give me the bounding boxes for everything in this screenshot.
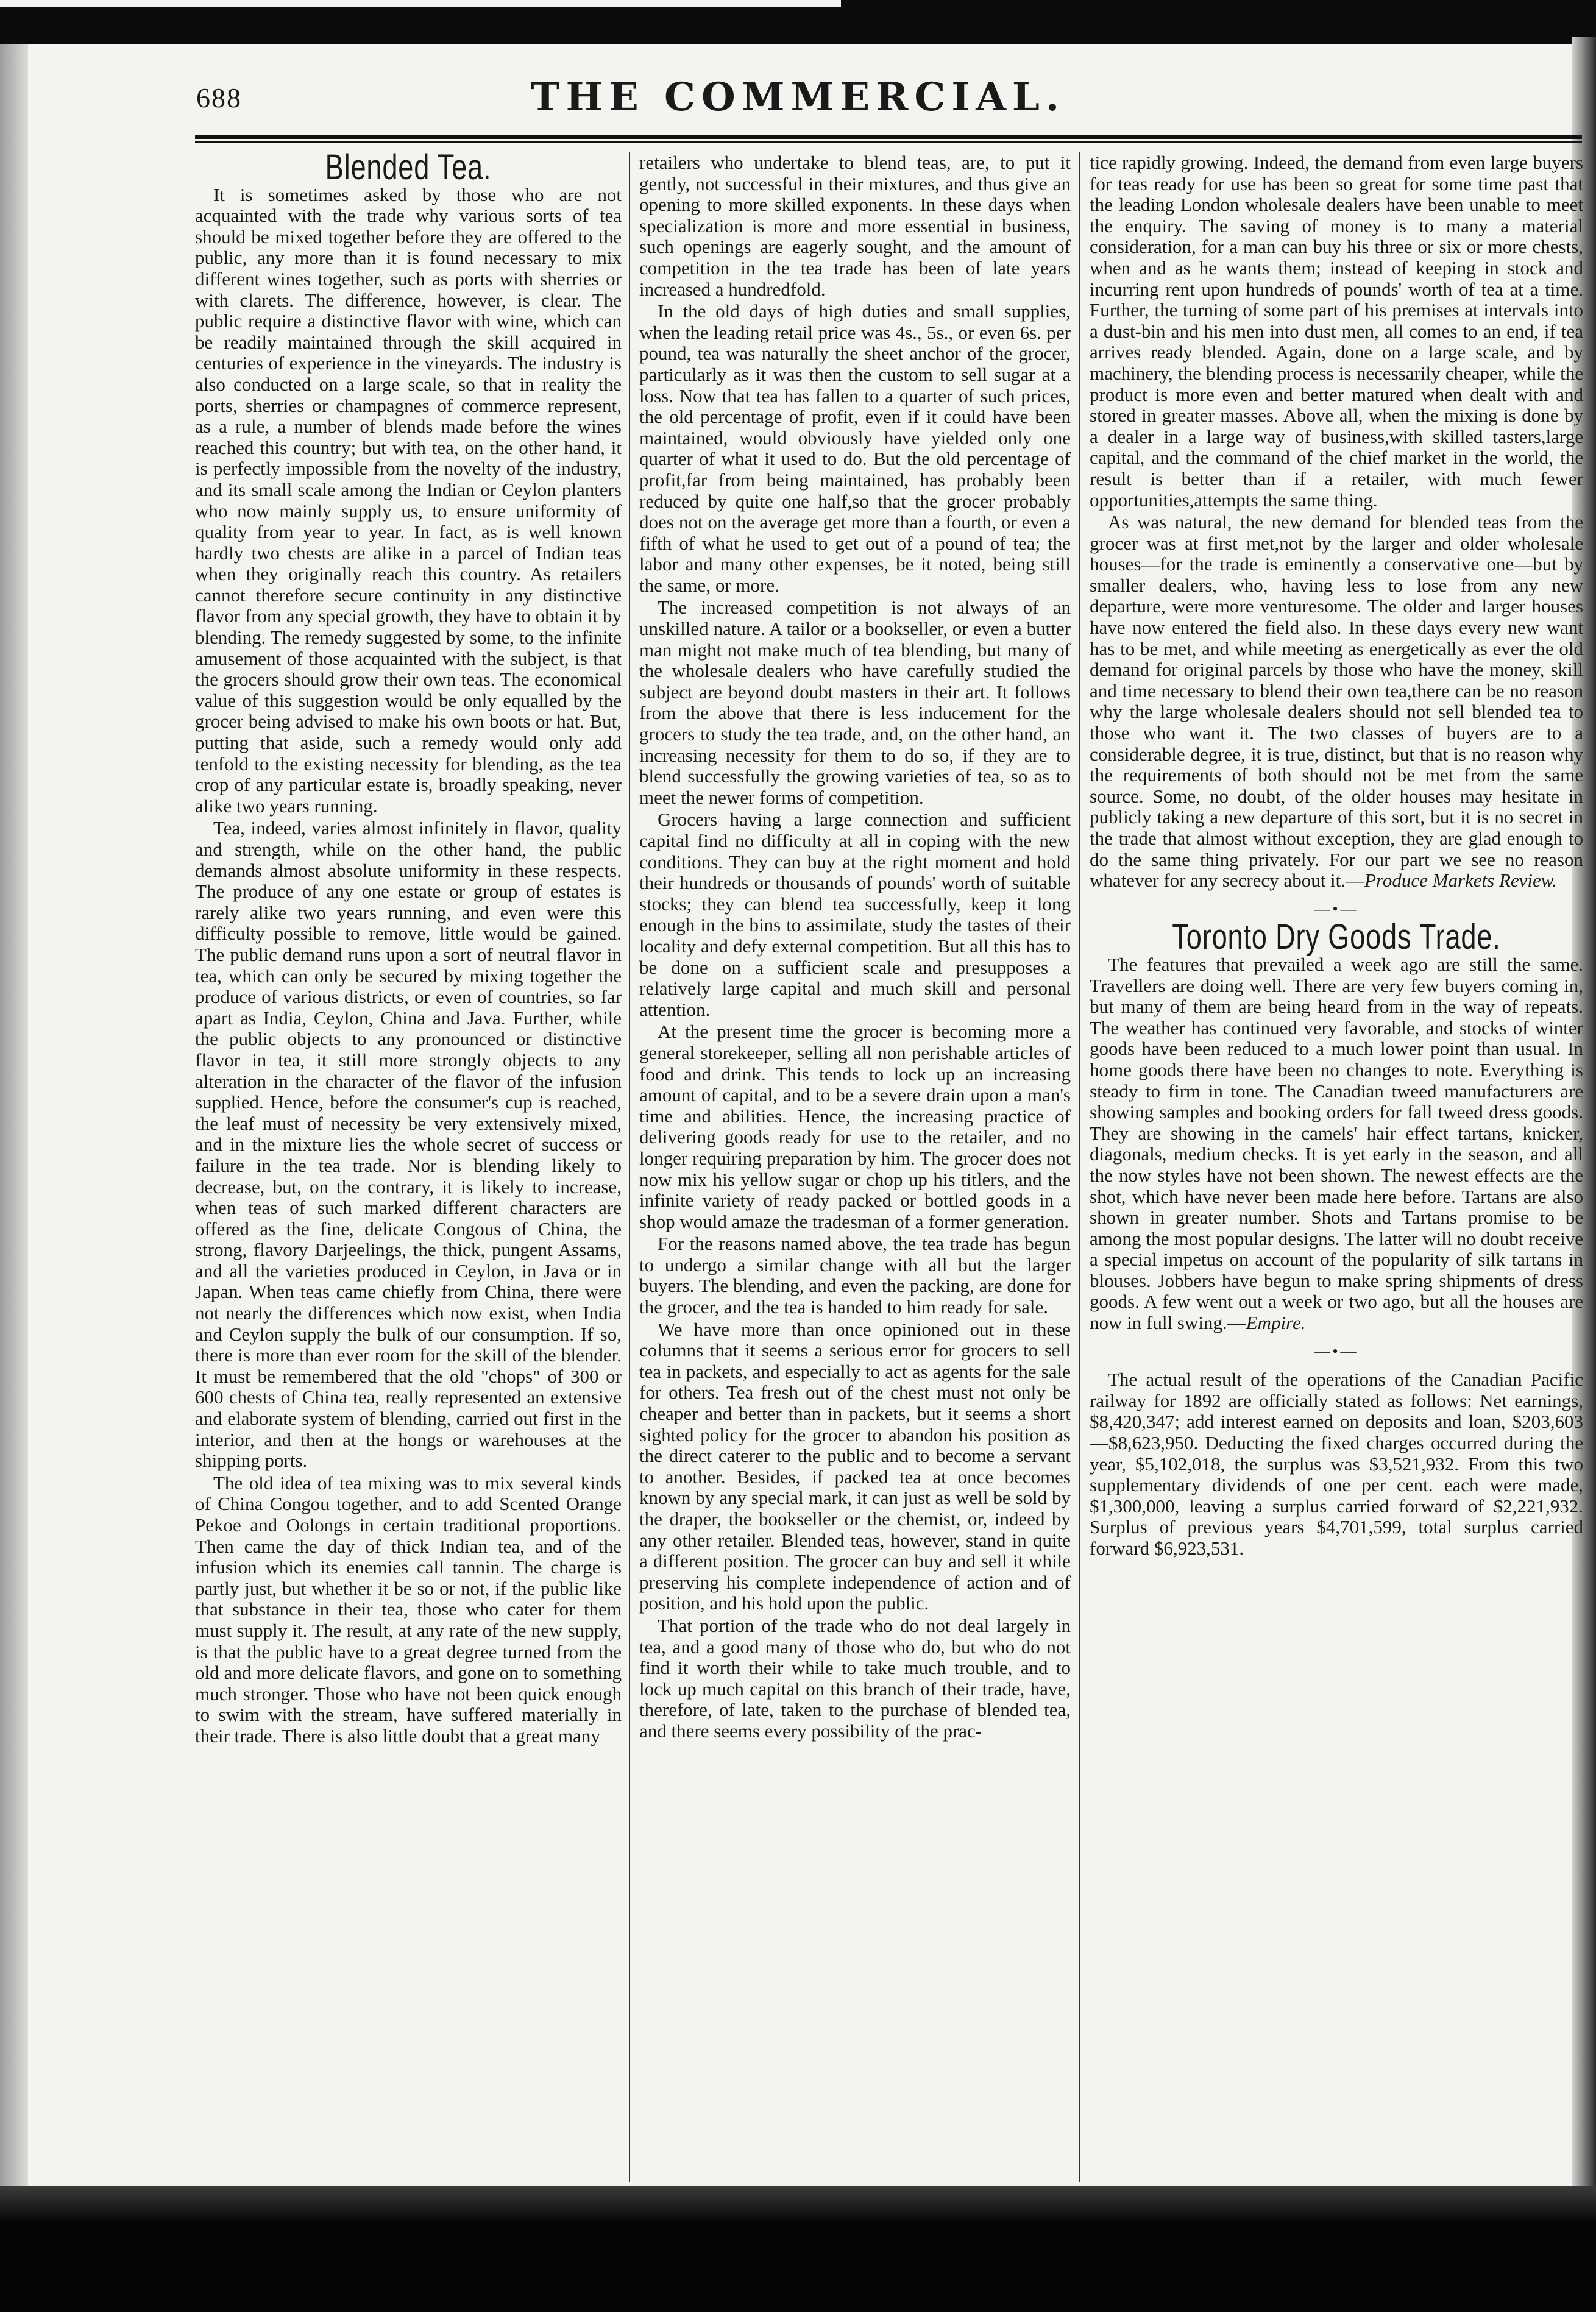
article-separator: —•— bbox=[1314, 899, 1359, 918]
source-credit: Empire. bbox=[1246, 1312, 1306, 1334]
source-credit: Produce Markets Review. bbox=[1364, 870, 1557, 892]
paragraph: The old idea of tea mixing was to mix several kinds of China Congou together, and to add Scented Orange Pekoe and Oolongs in certain traditional proportions. Then came the day of thick Indian tea, and of the infusion which its enemies call tannin. The charge is partly just, but whether it be so or not, if the public like that substance in their tea, those who cater for them must supply it. The result, at any rate of the new supply, is that the public have to a great degree turned from the old and more delicate flavors, and gone on to something much stronger. Those who have not been quick enough to swim with the stream, have suffered materially in their trade. There is also little doubt that a great many bbox=[195, 1472, 622, 1746]
scan-border-bottom bbox=[0, 2186, 1596, 2312]
paragraph: We have more than once opinioned out in these columns that it seems a serious error for grocers to sell tea in packets, and especially to act as agents for the sale for others. Tea fresh out of the chest must not only be cheaper and better than in packets, but it seems a short sighted policy for the grocer to abandon his position as the direct caterer to the public and to become a servant to another. Besides, if packed tea at once becomes known by any special mark, it can just as well be sold by the draper, the bookseller or the chemist, or, indeed by any other retailer. Blended teas, however, stand in quite a different position. The grocer can buy and sell it while preserving his complete independence of action and of position, and his hold upon the public. bbox=[639, 1318, 1071, 1614]
paragraph: The increased competition is not always of an unskilled nature. A tailor or a bookseller, or even a butter man might not make much of tea blending, but many of the wholesale dealers who have carefully studied the subject are beyond doubt masters in their art. It follows from the above that there is less inducement for the grocers to study the tea trade, and, on the other hand, an increasing necessity for them to do so, if they are to blend successfully the growing varieties of tea, so as to meet the newer forms of competition. bbox=[639, 597, 1071, 808]
masthead-title: THE COMMERCIAL. bbox=[530, 74, 1066, 120]
paragraph bbox=[1090, 512, 1583, 892]
paragraph-text: The features that prevailed a week ago are still the same. Travellers are doing well. There are very few buyers coming in, but many of them are being heard from in the way of repeats. The weather has continued very favorable, and stocks of winter goods have been reduced to a much lower point than usual. In home goods there have been no changes to note. Everything is steady to firm in tone. The Canadian tweed manufacturers are showing samples and booking orders for fall tweed dress goods. They are showing in the camels' hair effect tartans, knicker, diagonals, medium checks. It is yet early in the season, and all the now styles have not been shown. The newest effects are the shot, which have never been made here before. Tartans are also shown in greater number. Shots and Tartans promise to be among the most popular designs. The latter will no doubt receive a special impetus on account of the popularity of silk tartans in blouses. Jobbers have begun to make spring shipments of dress goods. A few went out a week or two ago, but all the houses are now in full swing.— bbox=[1090, 953, 1583, 1334]
paragraph-text: As was natural, the new demand for blended teas from the grocer was at first met,not by the larger and older wholesale houses—for the trade is eminently a conservative one—but by smaller dealers, who, having less to lose from any new departure, were more venturesome. The older and larger houses have now entered the field also. In these days every new want has to be met, and while meeting as energetically as ever the old demand for original parcels by those who have the money, skill and time necessary to blend their own tea,there can be no reason why the large wholesale dealers should not sell blended tea to those who want it. The two classes of buyers are to a considerable degree, it is true, distinct, but that is no reason why the requirements of both should not be met from the same source. Some, no doubt, of the older houses may hesitate in publicly taking a new departure of this sort, but it is no secret in the trade that almost without exception, they are glad enough to do the same thing privately. For our part we see no reason whatever for any secrecy about it.— bbox=[1090, 511, 1583, 892]
scan-border-top bbox=[0, 0, 1596, 44]
column-divider-2 bbox=[1079, 152, 1080, 2182]
paragraph: In the old days of high duties and small supplies, when the leading retail price was 4s., 5s., or even 6s. per pound, tea was naturally the sheet anchor of the grocer, particularly as it was then the custom to sell sugar at a loss. Now that tea has fallen to a quarter of such prices, the old percentage of profit, even if it could have been maintained, would obviously have yielded only one quarter of what it used to do. But the old percentage of profit,far from being maintained, has probably been reduced by quite one half,so that the grocer probably does not on the average get more than a fourth, or even a fifth of what he used to get out of a pound of tea; the labor and many other expenses, be it noted, being still the same, or more. bbox=[639, 300, 1071, 596]
headline-toronto-dry-goods: Toronto Dry Goods Trade. bbox=[1172, 917, 1501, 957]
paragraph: At the present time the grocer is becoming more a general storekeeper, selling all non perishable articles of food and drink. This tends to lock up an increasing amount of capital, and to be a severe drain upon a man's time and abilities. Hence, the increasing practice of delivering goods ready for use to the retailer, and no longer requiring preparation by him. The grocer does not now mix his yellow sugar or chop up his titlers, and the infinite variety of ready packed or bottled goods in a shop would amaze the tradesman of a former generation. bbox=[639, 1021, 1071, 1232]
paragraph: retailers who undertake to blend teas, are, to put it gently, not successful in their mixtures, and thus give an opening to more skilled exponents. In these days when specialization is more and more essential in business, such openings are eagerly sought, and the amount of competition in the tea trade has been of late years increased a hundredfold. bbox=[639, 152, 1071, 300]
column-divider-1 bbox=[629, 152, 630, 2182]
column-3 bbox=[1090, 152, 1583, 2182]
paragraph bbox=[1090, 954, 1583, 1334]
column-2 bbox=[639, 152, 1071, 2182]
article-separator: —•— bbox=[1314, 1342, 1359, 1360]
paragraph: That portion of the trade who do not deal largely in tea, and a good many of those who do, but who do not find it worth their while to take much trouble, and to lock up much capital on this branch of their trade, have, therefore, of late, taken to the purchase of blended tea, and there seems every possibility of the prac- bbox=[639, 1614, 1071, 1742]
paragraph: Grocers having a large connection and sufficient capital find no difficulty at all in coping with the new conditions. They can buy at the right moment and hold their hundreds or thousands of pounds' worth of suitable stocks; they can blend tea successfully, keep it long enough in the bins to assimilate, study the tastes of their locality and defy external competition. But all this has to be done on a sufficient scale and presupposes a relatively large capital and much skill and personal attention. bbox=[639, 809, 1071, 1020]
paragraph: The actual result of the operations of the Canadian Pacific railway for 1892 are officially stated as follows: Net earnings, $8,420,347; add interest earned on deposits and loan, $203,603—$8,623,950. Deducting the fixed charges occurred during the year, $5,102,018, the surplus was $3,521,932. From this two supplementary dividends of one per cent. each were made, $1,300,000, leaving a surplus carried forward of $2,221,932. Surplus of previous years $4,701,599, total surplus carried forward $6,923,531. bbox=[1090, 1369, 1583, 1559]
headline-blended-tea: Blended Tea. bbox=[325, 152, 492, 187]
paragraph: Tea, indeed, varies almost infinitely in flavor, quality and strength, while on the other hand, the public demands almost absolute uniformity in these respects. The produce of any one estate or group of estates is rarely alike two years running, and even were this difficulty possible to remove, little would be gained. The public demand runs upon a sort of neutral flavor in tea, which can only be secured by mixing together the produce of various districts, or even of countries, so far apart as India, Ceylon, China and Java. Further, while the public objects to any pronounced or distinctive flavor in tea, it still more strongly objects to any alteration in the character of the flavor of the infusion supplied. Hence, before the consumer's cup is reached, the leaf must of necessity be very extensively mixed, and in the mixture lies the whole secret of success or failure in the tea trade. Nor is blending likely to decrease, but, on the contrary, it is likely to increase, when teas of such marked different characters are offered as the fine, delicate Congous of China, the strong, flavory Darjeelings, the thick, pungent Assams, and all the varieties produced in Ceylon, in Java or in Japan. When teas came chiefly from China, there were not nearly the differences which now exist, when India and Ceylon supply the bulk of our consumption. If so, there is more than ever room for the skill of the blender. It must be remembered that the old "chops" of 300 or 600 chests of China tea, really represented an extensive and elaborate system of blending, carried out first in the interior, and then at the hongs or warehouses at the shipping ports. bbox=[195, 817, 622, 1472]
page-number: 688 bbox=[196, 82, 242, 113]
column-1 bbox=[195, 152, 622, 2182]
scan-border-left bbox=[0, 44, 28, 2312]
paragraph: For the reasons named above, the tea trade has begun to undergo a similar change with all but the larger buyers. The blending, and even the packing, are done for the grocer, and the tea is handed to him ready for sale. bbox=[639, 1233, 1071, 1318]
scan-border-top-lip bbox=[0, 0, 841, 7]
paragraph: It is sometimes asked by those who are not acquainted with the trade why various sorts of tea should be mixed together before they are offered to the public, any more than it is found necessary to mix different wines together, such as ports with sherries or with clarets. The difference, however, is clear. The public require a distinctive flavor with wine, which can be readily maintained through the skill acquired in centuries of experience in the vineyards. The industry is also conducted on a large scale, so that in reality the ports, sherries or champagnes of commerce represent, as a rule, a number of blends made before the wines reached this country; but with tea, on the other hand, it is perfectly impossible from the novelty of the industry, and its small scale among the Indian or Ceylon planters who now mainly supply us, to ensure uniformity of quality from year to year. In fact, as is well known hardly two chests are alike in a parcel of Indian teas when they originally reach this country. As retailers cannot therefore secure continuity in any distinctive flavor from any special growth, they have to obtain it by blending. The remedy suggested by some, to the infinite amusement of those acquainted with the subject, is that the grocers should grow their own teas. The economical value of this suggestion would be only equalled by the grocer being advised to make his own boots or hat. But, putting that aside, such a remedy would only add tenfold to the existing necessity for blending, as the tea crop of any particular estate is, broadly speaking, never alike two years running. bbox=[195, 183, 622, 817]
paragraph: tice rapidly growing. Indeed, the demand from even large buyers for teas ready for use has been so great for some time past that the leading London wholesale dealers have been unable to meet the enquiry. The saving of money is to many a material consideration, for a man can buy his three or six or more chests, when and as he wants them; instead of keeping in stock and incurring rent upon hundreds of pounds' worth of tea at a time. Further, the turning of some part of his premises at intervals into a dust-bin and his men into dust men, all comes to an end, if tea arrives ready blended. Again, done on a large scale, and by machinery, the blending process is necessarily cheaper, while the product is more even and better matured when dealt with and stored in greater masses. Above all, when the mixing is done by a dealer in a large way of business,with skilled tasters,large capital, and the command of the chief market in the world, the result is better than if a retailer, with much fewer opportunities,attempts the same thing. bbox=[1090, 152, 1583, 511]
masthead-rule-thin bbox=[195, 141, 1582, 143]
masthead-rule bbox=[195, 135, 1582, 139]
